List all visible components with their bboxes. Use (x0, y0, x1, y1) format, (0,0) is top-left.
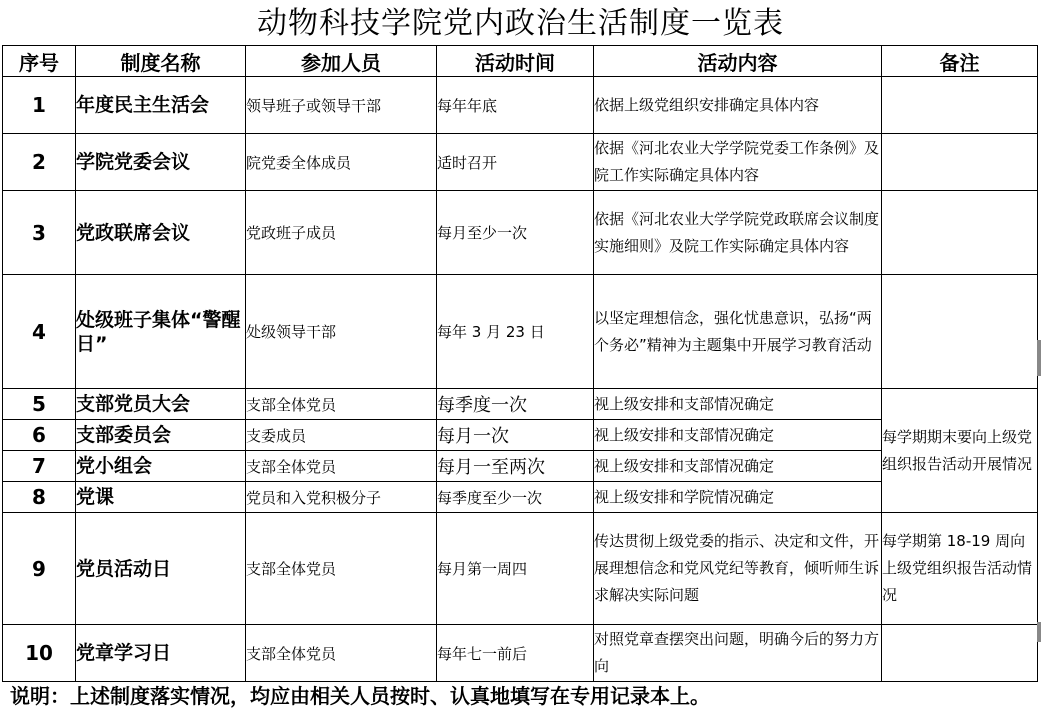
table-header-row (3, 46, 1038, 77)
row-time: 适时召开 (437, 134, 594, 191)
row-time: 每季度至少一次 (437, 482, 594, 513)
row-note-empty (882, 625, 1038, 682)
row-name: 党课 (76, 482, 246, 513)
row-content: 视上级安排和学院情况确定 (594, 482, 882, 513)
document-title: 动物科技学院党内政治生活制度一览表 (257, 6, 784, 41)
row-participants: 支部全体党员 (246, 513, 437, 625)
row-name: 党政联席会议 (76, 191, 246, 275)
row-content: 视上级安排和支部情况确定 (594, 389, 882, 420)
table-row (3, 275, 1038, 389)
header-seq: 序号 (3, 46, 76, 77)
header-participants: 参加人员 (246, 46, 437, 77)
row-content: 视上级安排和支部情况确定 (594, 420, 882, 451)
table-row (3, 513, 1038, 625)
row-name: 党小组会 (76, 451, 246, 482)
policy-table (2, 45, 1038, 682)
row-name: 支部委员会 (76, 420, 246, 451)
row-name: 处级班子集体“警醒日” (76, 275, 246, 389)
row-note-empty (882, 191, 1038, 275)
row-content: 依据《河北农业大学学院党委工作条例》及院工作实际确定具体内容 (594, 134, 882, 191)
row-content: 依据《河北农业大学学院党政联席会议制度实施细则》及院工作实际确定具体内容 (594, 191, 882, 275)
table-row (3, 625, 1038, 682)
row-content: 传达贯彻上级党委的指示、决定和文件，开展理想信念和党风党纪等教育，倾听师生诉求解决实际问题 (594, 513, 882, 625)
row-participants: 党员和入党积极分子 (246, 482, 437, 513)
row-seq: 10 (3, 625, 76, 682)
note-report-semester-end: 每学期期末要向上级党组织报告活动开展情况 (882, 389, 1038, 513)
row-time: 每年 3 月 23 日 (437, 275, 594, 389)
row-content: 视上级安排和支部情况确定 (594, 451, 882, 482)
header-name: 制度名称 (76, 46, 246, 77)
table-row (3, 389, 1038, 420)
row-content: 对照党章查摆突出问题，明确今后的努力方向 (594, 625, 882, 682)
row-seq: 9 (3, 513, 76, 625)
row-name: 党章学习日 (76, 625, 246, 682)
row-note-empty (882, 77, 1038, 134)
row-participants: 支部全体党员 (246, 389, 437, 420)
row-seq: 2 (3, 134, 76, 191)
row-time: 每月第一周四 (437, 513, 594, 625)
row-time: 每年年底 (437, 77, 594, 134)
row-time: 每年七一前后 (437, 625, 594, 682)
table-row (3, 191, 1038, 275)
row-participants: 领导班子或领导干部 (246, 77, 437, 134)
row-name: 学院党委会议 (76, 134, 246, 191)
header-content: 活动内容 (594, 46, 882, 77)
row-note-empty (882, 275, 1038, 389)
row-name: 年度民主生活会 (76, 77, 246, 134)
row-seq: 6 (3, 420, 76, 451)
row-content: 以坚定理想信念，强化忧患意识，弘扬“两个务必”精神为主题集中开展学习教育活动 (594, 275, 882, 389)
row-note-empty (882, 134, 1038, 191)
row-seq: 1 (3, 77, 76, 134)
header-note: 备注 (882, 46, 1038, 77)
row-time: 每月至少一次 (437, 191, 594, 275)
row-participants: 支部全体党员 (246, 625, 437, 682)
scrollbar-fragment (1037, 622, 1041, 642)
row-time: 每季度一次 (437, 389, 594, 420)
row-time: 每月一次 (437, 420, 594, 451)
row-participants: 支委成员 (246, 420, 437, 451)
row-participants: 党政班子成员 (246, 191, 437, 275)
row-seq: 8 (3, 482, 76, 513)
row-seq: 5 (3, 389, 76, 420)
row-content: 依据上级党组织安排确定具体内容 (594, 77, 882, 134)
row-seq: 3 (3, 191, 76, 275)
row-seq: 7 (3, 451, 76, 482)
header-time: 活动时间 (437, 46, 594, 77)
note-report-week-18-19: 每学期第 18-19 周向上级党组织报告活动情况 (882, 513, 1038, 625)
row-participants: 支部全体党员 (246, 451, 437, 482)
row-seq: 4 (3, 275, 76, 389)
row-participants: 处级领导干部 (246, 275, 437, 389)
row-name: 支部党员大会 (76, 389, 246, 420)
table-row (3, 77, 1038, 134)
row-time: 每月一至两次 (437, 451, 594, 482)
footer-note: 说明：上述制度落实情况，均应由相关人员按时、认真地填写在专用记录本上。 (10, 684, 710, 708)
scrollbar-fragment (1037, 340, 1041, 376)
table-row (3, 134, 1038, 191)
row-name: 党员活动日 (76, 513, 246, 625)
row-participants: 院党委全体成员 (246, 134, 437, 191)
